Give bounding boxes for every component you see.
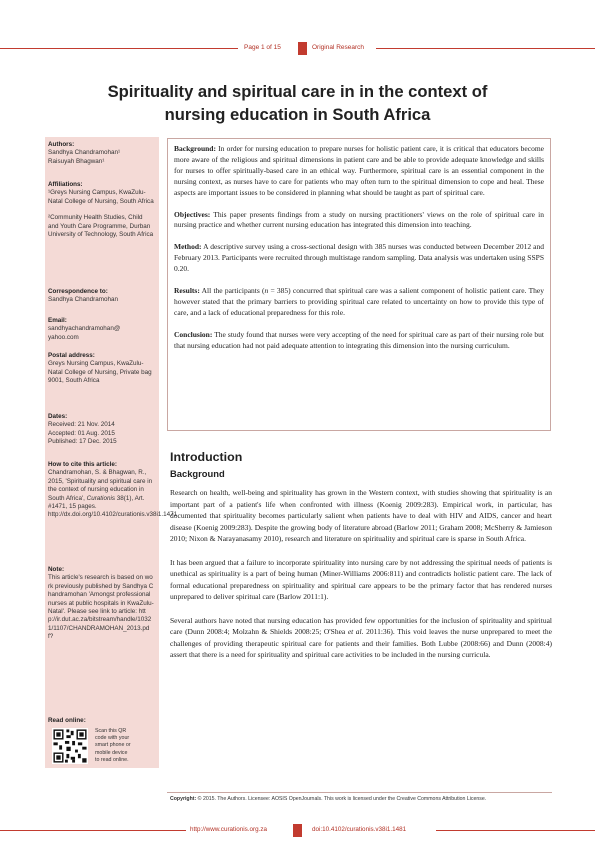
doi-link[interactable]: doi:10.4102/curationis.v38i1.1481 bbox=[312, 826, 407, 833]
authors-block bbox=[48, 141, 154, 166]
note-block bbox=[48, 566, 154, 642]
qr-code-icon[interactable] bbox=[52, 728, 88, 764]
header-rule-left bbox=[0, 48, 238, 49]
article-title bbox=[60, 80, 535, 126]
body-paragraph-3 bbox=[170, 615, 552, 661]
abstract-box bbox=[167, 138, 551, 431]
cite-text-post: 38(1), Art. #1471, 15 pages. http://dx.doi.org/10.4102/curationis.v38i1.1471 bbox=[48, 494, 178, 519]
postal-block bbox=[48, 352, 154, 386]
section-heading: Introduction bbox=[170, 450, 243, 464]
copyright-notice bbox=[170, 796, 552, 803]
footer-rule-left bbox=[0, 830, 186, 831]
abstract-conclusion bbox=[174, 330, 544, 352]
conclusion-text: The study found that nurses were very accepting of the need for spiritual care as part of their nursing role but that nursing education had not paid adequate attention to integrating this dimension into the nursing curriculum. bbox=[174, 329, 544, 350]
abstract-method bbox=[174, 242, 544, 275]
note-text: This article's research is based on work previously published by Sandhya Chandramohan 'Amongst professional nurses at public hospitals in KwaZulu-Natal'. Please see link to article: http://ir.dut.ac.za/bitstream/handle/10321/1107/CHANDRAMOHAN_2013.pdf? bbox=[48, 574, 154, 641]
body-paragraph-1: Research on health, well-being and spirituality has grown in the Western context, with studies showing that spirituality is an important part of a patient's life when confronted with illness (Koenig 2009:283). Empirical work, in particular, has documented that spirituality becomes particularly salient when patients have to deal with HIV and AIDS, cancer and heart disease (Koenig 2009:283). Despite the growing body of literature abroad (Barlow 2011; Graham 2008; McSherry & Jamieson 2010; Nixon & Narayanasamy 2010), research and literature on spirituality and spiritual care is sparse in South Africa. bbox=[170, 488, 552, 544]
article-type: Original Research bbox=[312, 44, 365, 51]
p3-text-pre: Several authors have noted that nursing education has provided few opportunities for the inclusion of spirituality and spiritual care (Dunn 2008:4; Molzahn & Shields 2008:25; O'Shea bbox=[170, 615, 552, 637]
p3-etal: et al. bbox=[347, 627, 364, 637]
abstract-background bbox=[174, 144, 544, 199]
correspondence-name: Sandhya Chandramohan bbox=[48, 296, 119, 304]
copyright-rule bbox=[167, 792, 552, 793]
dates-block bbox=[48, 413, 154, 447]
cite-label: How to cite this article: bbox=[48, 461, 117, 468]
copyright-label: Copyright: bbox=[170, 796, 197, 802]
objectives-label: Objectives: bbox=[174, 209, 211, 219]
abstract-objectives bbox=[174, 210, 544, 232]
results-n: n bbox=[264, 286, 269, 296]
background-text: In order for nursing education to prepare nurses for holistic patient care, it is critical that educators become more aware of the religious and spiritual dimensions in patient care and be able to provide adequate knowledge and skills for nurses to offer spiritually-based care in an ethical way. Furthermore, spiritual care is an essential component in the nursing context, as nurses have to care for patients who may often turn to the spiritual dimension to cope and heal. These aspects are important issues to be considered in planning what should be taught as part of spiritual care. bbox=[174, 144, 544, 197]
affiliation-2: ²Community Health Studies, Child and Youth Care Programme, Durban University of Technology, South Africa bbox=[48, 214, 154, 239]
authors-list: Sandhya Chandramohan¹ Raisuyah Bhagwan¹ bbox=[48, 149, 121, 165]
subsection-heading: Background bbox=[170, 468, 225, 479]
correspondence-block bbox=[48, 288, 154, 305]
header-rule-right bbox=[376, 48, 595, 49]
title-line-1: Spirituality and spiritual care in in the context of bbox=[107, 82, 488, 101]
affiliation-1: ¹Greys Nursing Campus, KwaZulu-Natal College of Nursing, South Africa bbox=[48, 189, 154, 205]
results-text-post: = 385) concurred that spiritual care was a salient component of holistic patient care. They however stated that the primary barriers to providing spiritual care related to uncertainty on how to provide this type of care, and a lack of educational preparedness for this role. bbox=[174, 286, 544, 317]
title-line-2: nursing education in South Africa bbox=[164, 105, 431, 124]
postal-address: Greys Nursing Campus, KwaZulu-Natal College of Nursing, Private bag 9001, South Africa bbox=[48, 360, 152, 385]
results-text-pre: All the participants ( bbox=[199, 286, 265, 296]
authors-label: Authors: bbox=[48, 141, 75, 148]
email-address: sandhyachandramohan@ yahoo.com bbox=[48, 325, 121, 341]
qr-instructions: Scan this QR code with your smart phone or mobile device to read online. bbox=[95, 728, 131, 763]
affiliations-label: Affiliations: bbox=[48, 181, 83, 188]
body-text bbox=[170, 487, 552, 673]
note-label: Note: bbox=[48, 566, 65, 573]
journal-url-link[interactable]: http://www.curationis.org.za bbox=[190, 826, 267, 833]
body-paragraph-2: It has been argued that a failure to incorporate spirituality into nursing care by not addressing the spiritual needs of patients is unethical as spirituality is a part of being human (Miner-Williams 2006:811) and contradicts holistic patient care. The lack of formal educational preparedness on spirituality and spiritual care appears to be the primary factor that has rendered nurses unprepared to deliver spiritual care (Barlow 2011:1). bbox=[170, 557, 552, 602]
postal-label: Postal address: bbox=[48, 352, 95, 359]
page-footer bbox=[0, 826, 595, 836]
page-header bbox=[0, 44, 595, 54]
abstract-results bbox=[174, 286, 544, 319]
p3-text-post: 2011:36). This void leaves the nurse unprepared to meet the challenges of providing therapeutic spiritual care for patients and their families. Both Lubbe (2008:66) and Dunn (2008:4) assert that there is a need for spirituality and spiritual care activities to be included in the nursing curricula. bbox=[170, 627, 552, 660]
email-block bbox=[48, 317, 154, 342]
method-text: A descriptive survey using a cross-sectional design with 385 nurses was conducted between December 2012 and February 2013. Participants were recruited through multistage random sampling. Data analysis was undertaken using SSPS 0.20. bbox=[174, 242, 544, 274]
cite-text bbox=[48, 469, 178, 519]
dates-label: Dates: bbox=[48, 413, 68, 420]
cite-journal: Curationis bbox=[86, 494, 116, 502]
email-label: Email: bbox=[48, 317, 67, 324]
header-separator bbox=[298, 42, 307, 55]
page-number: Page 1 of 15 bbox=[244, 44, 281, 51]
footer-separator bbox=[293, 824, 302, 837]
affiliations-block bbox=[48, 181, 154, 239]
method-label: Method: bbox=[174, 242, 202, 252]
correspondence-label: Correspondence to: bbox=[48, 288, 108, 295]
dates-list: Received: 21 Nov. 2014 Accepted: 01 Aug. 2015 Published: 17 Dec. 2015 bbox=[48, 421, 117, 446]
objectives-text: This paper presents findings from a study on nursing practitioners' views on the role of spiritual care in nursing practice and whether current nursing education has integrated this dimension into teaching. bbox=[174, 209, 544, 230]
footer-rule-right bbox=[436, 830, 595, 831]
copyright-text: © 2015. The Authors. Licensee: AOSIS OpenJournals. This work is licensed under the Creative Commons Attribution License. bbox=[196, 796, 487, 802]
background-label: Background: bbox=[174, 144, 216, 153]
results-label: Results: bbox=[174, 286, 200, 296]
cite-block bbox=[48, 461, 178, 520]
read-online-block bbox=[48, 717, 154, 725]
read-online-label: Read online: bbox=[48, 717, 86, 724]
conclusion-label: Conclusion: bbox=[174, 329, 213, 339]
cite-text-pre: Chandramohan, S. & Bhagwan, R., 2015, 'Spirituality and spiritual care in the context of nursing education in South Africa', bbox=[48, 469, 153, 502]
